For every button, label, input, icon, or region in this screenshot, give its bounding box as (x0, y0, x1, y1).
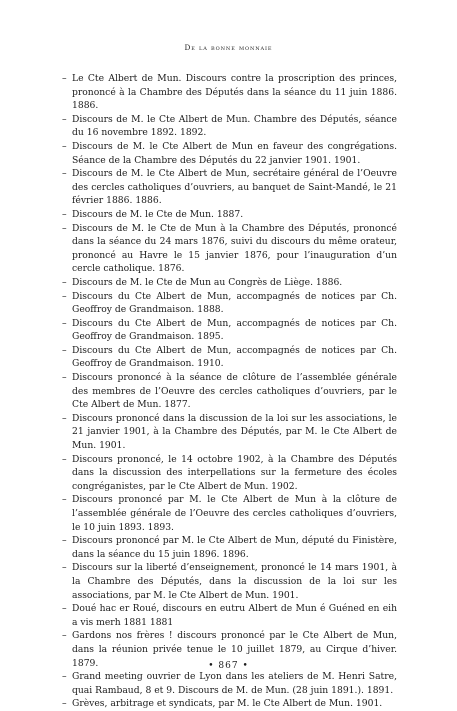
list-item: – Discours de M. le Cte de Mun à la Chambre des Députés, prononcé dans la séance du 24 mars 1876, suivi du discours du même orateur, prononcé au Havre le 15 janvier 1876, pour l’inauguration d’un cercle catholique. 1876. (62, 222, 397, 276)
list-item: – Discours de M. le Cte Albert de Mun. Chambre des Députés, séance du 16 novembre 1892. 1892. (62, 113, 397, 140)
list-item: – Gardons nos frères ! discours prononcé par le Cte Albert de Mun, dans la réunion privée tenue le 10 juillet 1879, au Cirque d’hiver. 1879. (62, 629, 397, 670)
list-item: – Le Cte Albert de Mun. Discours contre la proscription des princes, prononcé à la Chambre des Députés dans la séance du 11 juin 1886. 1886. (62, 72, 397, 113)
list-item: – Discours de M. le Cte de Mun au Congrès de Liège. 1886. (62, 276, 397, 290)
list-item: – Discours prononcé dans la discussion de la loi sur les associations, le 21 janvier 1901, à la Chambre des Députés, par M. le Cte Albert de Mun. 1901. (62, 412, 397, 453)
folio-dot-right: • (242, 661, 249, 671)
running-head: De la bonne monnaie (184, 43, 273, 52)
list-item: – Discours prononcé par M. le Cte Albert de Mun, député du Finistère, dans la séance du 15 juin 1896. 1896. (62, 534, 397, 561)
list-item: – Discours sur la liberté d’enseignement, prononcé le 14 mars 1901, à la Chambre des Députés, dans la discussion de la loi sur les associations, par M. le Cte Albert de Mun. 1901. (62, 561, 397, 602)
list-item: – Discours prononcé, le 14 octobre 1902, à la Chambre des Députés dans la discussion des interpellations sur la fermeture des écoles congréganistes, par le Cte Albert de Mun. 1902. (62, 453, 397, 494)
list-item: – Discours de M. le Cte Albert de Mun, secrétaire général de l’Oeuvre des cercles catholiques d’ouvriers, au banquet de Saint-Mandé, le 21 février 1886. 1886. (62, 167, 397, 208)
page-number-value: 867 (218, 661, 239, 671)
bibliography-list (62, 72, 397, 711)
list-item: – Discours du Cte Albert de Mun, accompagnés de notices par Ch. Geoffroy de Grandmaison. 1888. (62, 290, 397, 317)
list-item: – Discours prononcé à la séance de clôture de l’assemblée générale des membres de l’Oeuvre des cercles catholiques d’ouvriers, par le Cte Albert de Mun. 1877. (62, 371, 397, 412)
list-item: – Discours de M. le Cte Albert de Mun en faveur des congrégations. Séance de la Chambre des Députés du 22 janvier 1901. 1901. (62, 140, 397, 167)
list-item: – Grèves, arbitrage et syndicats, par M. le Cte Albert de Mun. 1901. (62, 697, 397, 711)
list-item: – Discours du Cte Albert de Mun, accompagnés de notices par Ch. Geoffroy de Grandmaison. 1910. (62, 344, 397, 371)
list-item: – Discours de M. le Cte de Mun. 1887. (62, 208, 397, 222)
list-item: – Grand meeting ouvrier de Lyon dans les ateliers de M. Henri Satre, quai Rambaud, 8 et 9. Discours de M. de Mun. (28 juin 1891.). 1891. (62, 670, 397, 697)
list-item: – Discours prononcé par M. le Cte Albert de Mun à la clôture de l’assemblée générale de l’Oeuvre des cercles catholiques d’ouvriers, le 10 juin 1893. 1893. (62, 493, 397, 534)
list-item: – Discours du Cte Albert de Mun, accompagnés de notices par Ch. Geoffroy de Grandmaison. 1895. (62, 317, 397, 344)
folio-dot-left: • (208, 661, 215, 671)
list-item: – Doué hac er Roué, discours en eutru Albert de Mun é Guéned en eih a vis merh 1881 1881 (62, 602, 397, 629)
page-number (0, 661, 457, 671)
